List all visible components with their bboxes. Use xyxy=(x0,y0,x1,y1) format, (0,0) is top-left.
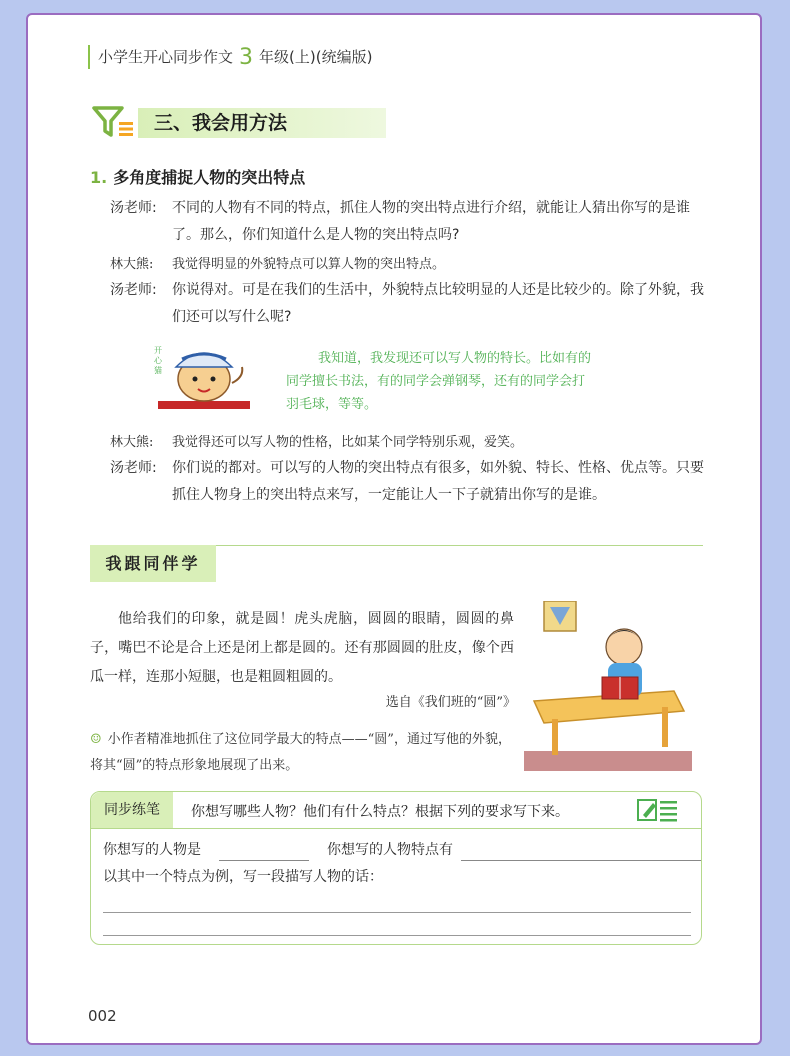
peer-title: 我跟同伴学 xyxy=(90,545,216,582)
subsection-text: 多角度捕捉人物的突出特点 xyxy=(113,168,306,187)
page-number: 002 xyxy=(88,1007,117,1025)
subsection-number: 1. xyxy=(90,168,108,187)
bubble-line: 我知道，我发现还可以写人物的特长。比如有的 xyxy=(318,351,592,366)
practice-box xyxy=(90,791,702,945)
speaker: 林大熊: xyxy=(110,257,154,272)
speech: 不同的人物有不同的特点，抓住人物的突出特点进行介绍，就能让人猜出你写的是谁了。那么，你们知道什么是人物的突出特点吗? xyxy=(172,200,690,243)
fill-row xyxy=(103,838,693,862)
writing-line[interactable] xyxy=(103,912,691,913)
field-person-label: 你想写的人物是 xyxy=(103,842,201,858)
trait-blank[interactable] xyxy=(461,860,701,861)
grade-text: 年级(上)(统编版) xyxy=(259,48,373,66)
dialogue-line xyxy=(110,195,710,249)
speaker: 汤老师: xyxy=(110,460,157,476)
speech: 我觉得还可以写人物的性格，比如某个同学特别乐观，爱笑。 xyxy=(172,435,524,450)
section-title: 三、我会用方法 xyxy=(138,108,386,138)
field-trait-label: 你想写的人物特点有 xyxy=(327,842,453,858)
svg-text:心: 心 xyxy=(154,356,162,365)
person-blank[interactable] xyxy=(219,860,309,861)
subsection-title xyxy=(90,165,305,188)
svg-text:猫: 猫 xyxy=(154,366,162,375)
grade-number: 3 xyxy=(239,45,254,70)
speech: 我觉得明显的外貌特点可以算人物的突出特点。 xyxy=(172,257,446,272)
cat-speech-bubble xyxy=(286,347,646,416)
peer-excerpt: 他给我们的印象，就是圆！虎头虎脑，圆圆的眼睛，圆圆的鼻子，嘴巴不论是合上还是闭上都是圆的。还有那圆圆的肚皮，像个西瓜一样，连那小短腿，也是粗圆粗圆的。 xyxy=(90,611,514,685)
speaker: 林大熊: xyxy=(110,435,154,450)
practice-tag: 同步练笔 xyxy=(91,792,173,828)
writing-line[interactable] xyxy=(103,935,691,936)
bubble-line: 羽毛球，等等。 xyxy=(286,397,378,412)
dialogue-line xyxy=(110,429,710,456)
dialogue-line xyxy=(110,277,710,331)
smile-icon: ☺ xyxy=(90,732,102,747)
divider xyxy=(216,545,703,546)
comment-text: 小作者精准地抓住了这位同学最大的特点——“圆”，通过写他的外貌，将其“圆”的特点形象地展现了出来。 xyxy=(90,732,511,773)
speech: 你说得对。可是在我们的生活中，外貌特点比较明显的人还是比较少的。除了外貌，我们还可以写什么呢? xyxy=(172,282,704,325)
divider xyxy=(91,828,701,829)
book-page xyxy=(26,13,762,1045)
cat-label: 开 xyxy=(154,346,162,355)
dialogue-line xyxy=(110,455,710,509)
field-paragraph-label: 以其中一个特点为例，写一段描写人物的话： xyxy=(103,869,383,885)
pencil-edit-icon xyxy=(637,797,679,823)
funnel-list-icon xyxy=(92,105,136,139)
running-header xyxy=(88,45,372,69)
speaker: 汤老师: xyxy=(110,282,157,298)
speech: 你们说的都对。可以写的人物的突出特点有很多，如外貌、特长、性格、优点等。只要抓住人物身上的突出特点来写，一定能让人一下子就猜出你写的是谁。 xyxy=(172,460,704,503)
series-title: 小学生开心同步作文 xyxy=(98,48,234,66)
happy-cat-mascot xyxy=(152,337,254,415)
boy-reading-illustration xyxy=(524,601,692,771)
teacher-comment xyxy=(90,727,518,779)
dialogue-line xyxy=(110,251,710,278)
excerpt-source: 选自《我们班的“圆”》 xyxy=(385,695,516,710)
peer-learning-heading xyxy=(90,545,703,585)
practice-prompt: 你想写哪些人物？他们有什么特点？根据下列的要求写下来。 xyxy=(191,804,569,820)
bubble-line: 同学擅长书法，有的同学会弹钢琴，还有的同学会打 xyxy=(286,374,586,389)
speaker: 汤老师: xyxy=(110,200,157,216)
